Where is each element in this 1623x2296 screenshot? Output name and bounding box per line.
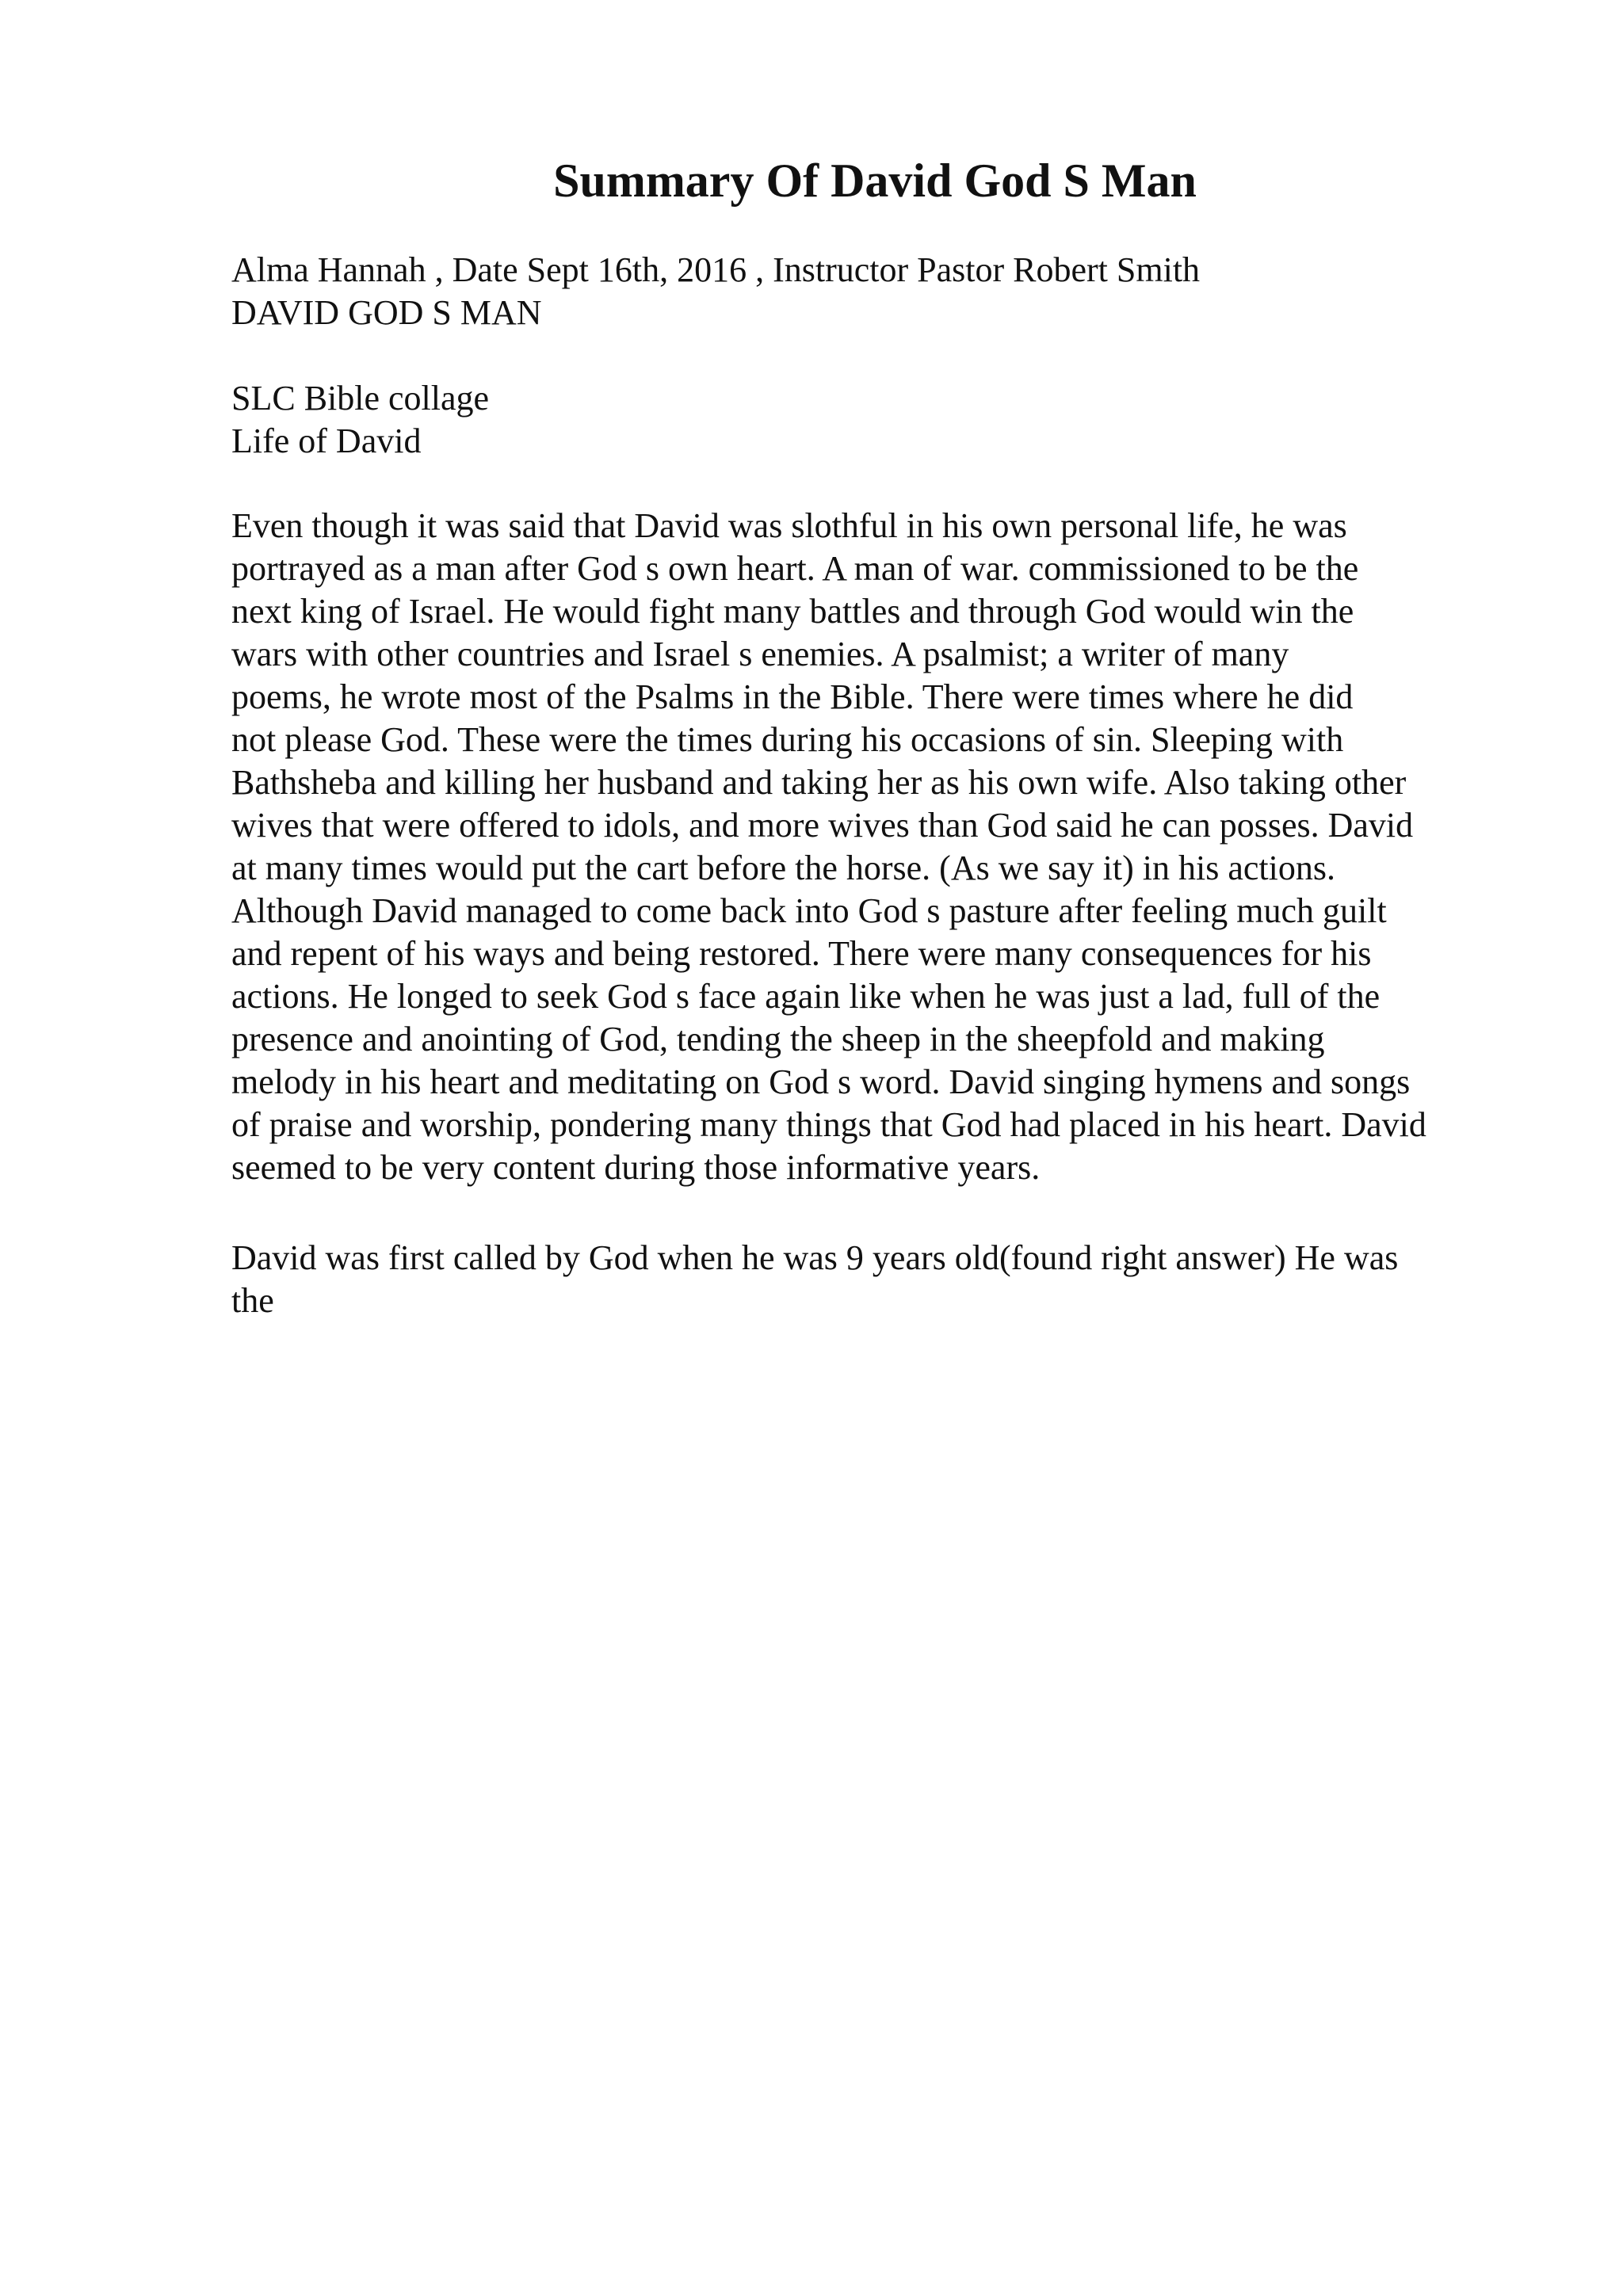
- school-line: SLC Bible collage: [231, 379, 490, 418]
- paragraph-line: and repent of his ways and being restored. There were many consequences for his: [231, 934, 1372, 973]
- paragraph-line: melody in his heart and meditating on God s word. David singing hymens and songs: [231, 1062, 1411, 1101]
- paragraph-line: Although David managed to come back into God s pasture after feeling much guilt: [231, 891, 1387, 930]
- paragraph-line: Even though it was said that David was slothful in his own personal life, he was: [231, 506, 1347, 545]
- document-title: Summary Of David God S Man: [553, 154, 1197, 207]
- paragraph-1: [231, 505, 1579, 1189]
- subject-heading-line: DAVID GOD S MAN: [231, 293, 542, 332]
- paragraph-line: portrayed as a man after God s own heart. A man of war. commissioned to be the: [231, 549, 1359, 588]
- paragraph-line: poems, he wrote most of the Psalms in the Bible. There were times where he did: [231, 677, 1354, 716]
- paragraph-line: wives that were offered to idols, and more wives than God said he can posses. David: [231, 806, 1414, 845]
- paragraph-2: [231, 1237, 1579, 1322]
- paragraph-line: Bathsheba and killing her husband and taking her as his own wife. Also taking other: [231, 763, 1407, 802]
- paragraph-line: actions. He longed to seek God s face again like when he was just a lad, full of the: [231, 977, 1381, 1016]
- paragraph-line: the: [231, 1281, 274, 1320]
- paragraph-line: next king of Israel. He would fight many battles and through God would win the: [231, 592, 1354, 631]
- paragraph-line: David was first called by God when he was 9 years old(found right answer) He was: [231, 1238, 1399, 1277]
- course-info: [231, 377, 1579, 463]
- paragraph-line: wars with other countries and Israel s enemies. A psalmist; a writer of many: [231, 635, 1289, 673]
- paragraph-line: of praise and worship, pondering many things that God had placed in his heart. David: [231, 1105, 1426, 1144]
- paragraph-line: at many times would put the cart before the horse. (As we say it) in his actions.: [231, 849, 1335, 887]
- paragraph-line: presence and anointing of God, tending the sheep in the sheepfold and making: [231, 1020, 1325, 1058]
- author-date-instructor-line: Alma Hannah , Date Sept 16th, 2016 , Instructor Pastor Robert Smith: [231, 250, 1201, 289]
- author-header: [231, 249, 1579, 334]
- paragraph-line: not please God. These were the times during his occasions of sin. Sleeping with: [231, 720, 1344, 759]
- course-line: Life of David: [231, 421, 422, 460]
- paragraph-line: seemed to be very content during those informative years.: [231, 1148, 1041, 1187]
